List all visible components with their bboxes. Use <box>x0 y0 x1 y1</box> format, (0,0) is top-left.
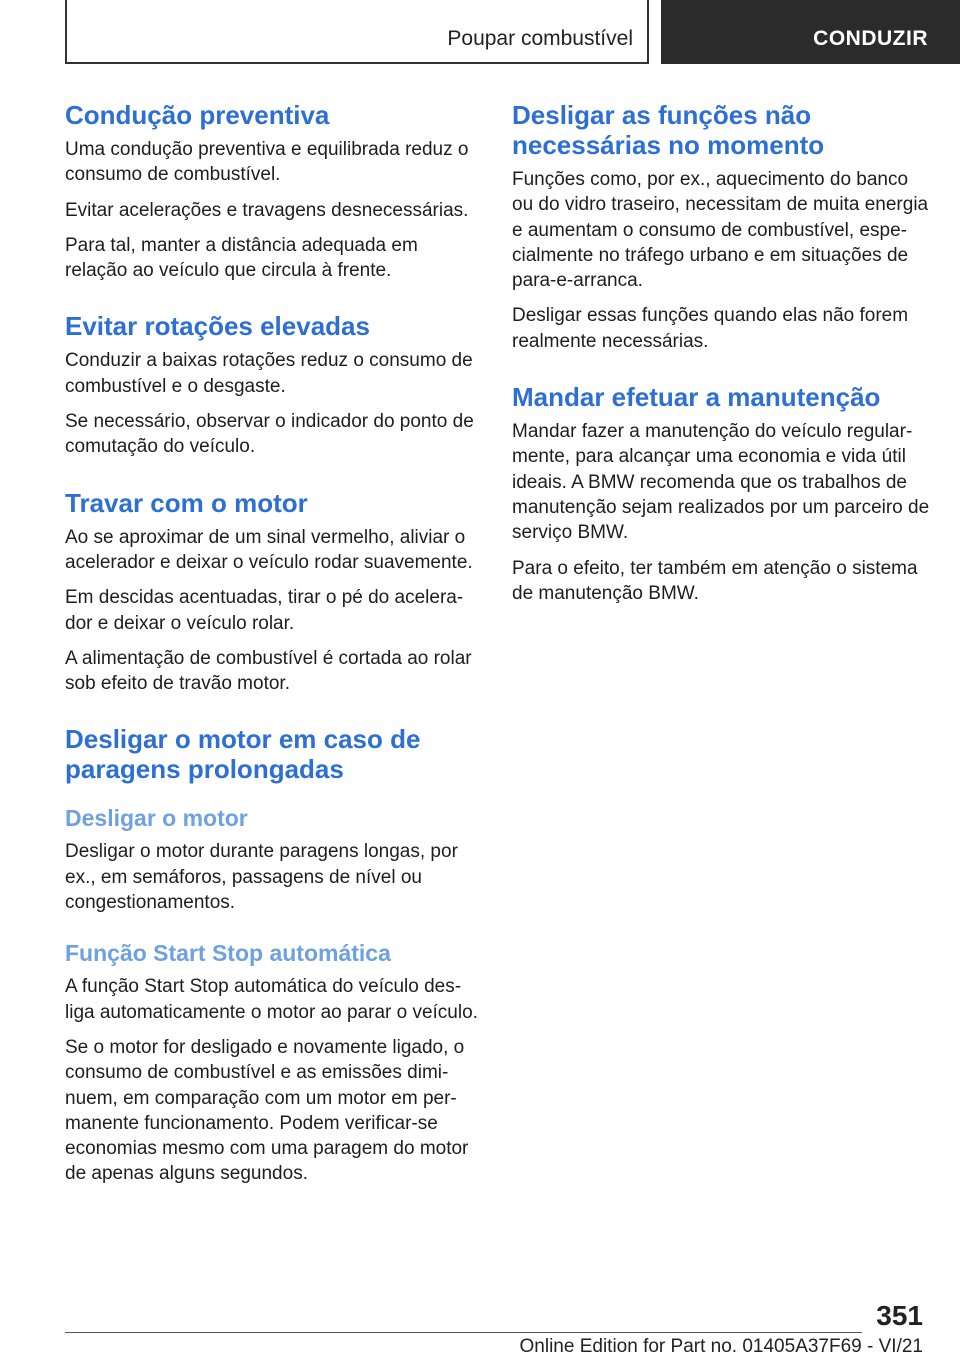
section-avoid-high-rpm <box>65 311 480 459</box>
chapter-title: CONDUZIR <box>813 27 928 50</box>
paragraph: Conduzir a baixas rotações reduz o consumo de combustível e o desgaste. <box>65 350 473 397</box>
paragraph: Para tal, manter a distância adequada em relação ao veículo que circula à frente. <box>65 234 418 282</box>
section-maintenance <box>512 382 932 606</box>
section-heading: Desligar as funções não necessárias no momento <box>512 100 825 160</box>
subsection-engine-off <box>65 804 480 915</box>
paragraph: A função Start Stop automática do veículo des-liga automaticamente o motor ao parar o veículo. <box>65 976 478 1023</box>
section-preventive-driving <box>65 100 480 283</box>
section-switch-off-functions <box>512 100 932 354</box>
paragraph: Desligar essas funções quando elas não forem realmente necessárias. <box>512 305 909 352</box>
paragraph: Para o efeito, ter também em atenção o sistema de manutenção BMW. <box>512 557 918 604</box>
edition-note: Online Edition for Part no. 01405A37F69 - VI/21 <box>519 1336 923 1357</box>
section-heading: Travar com o motor <box>65 487 308 518</box>
section-engine-braking <box>65 488 480 697</box>
page-number: 351 <box>876 1300 923 1331</box>
section-title: Poupar combustível <box>447 27 633 50</box>
subsection-heading: Função Start Stop automática <box>65 940 391 967</box>
paragraph: Uma condução preventiva e equilibrada reduz o consumo de combustível. <box>65 139 469 186</box>
subsection-heading: Desligar o motor <box>65 805 248 832</box>
chapter-tab <box>661 0 960 64</box>
right-column <box>512 100 932 634</box>
left-column <box>65 100 480 1215</box>
section-engine-off-long-stops <box>65 724 480 1186</box>
section-heading: Mandar efetuar a manutenção <box>512 382 881 413</box>
paragraph: Desligar o motor durante paragens longas, por ex., em semáforos, passagens de nível ou congestionamentos. <box>65 841 458 914</box>
paragraph: Funções como, por ex., aquecimento do banco ou do vidro traseiro, necessitam de muita energia e aumentam o consumo de combustível, espe-cialmente no tráfego urbano e em situações de para-e-arranca. <box>512 169 929 292</box>
paragraph: Se o motor for desligado e novamente ligado, o consumo de combustível e as emissões dimi-nuem, em comparação com um motor em per-manente funcionamento. Podem verificar-se economias mesmo com uma paragem do motor de apenas alguns segundos. <box>65 1036 469 1185</box>
paragraph: Mandar fazer a manutenção do veículo regular-mente, para alcançar uma economia e vida útil ideais. A BMW recomenda que os trabalhos de manutenção sejam realizados por um parceiro de serviço BMW. <box>512 421 930 544</box>
section-heading: Evitar rotações elevadas <box>65 311 370 342</box>
paragraph: Se necessário, observar o indicador do ponto de comutação do veículo. <box>65 411 474 458</box>
section-heading: Condução preventiva <box>65 100 330 130</box>
subsection-start-stop <box>65 939 480 1186</box>
paragraph: Em descidas acentuadas, tirar o pé do acelera-dor e deixar o veículo rolar. <box>65 587 464 634</box>
section-heading: Desligar o motor em caso de paragens prolongadas <box>65 724 421 785</box>
footer-divider <box>65 1332 862 1333</box>
paragraph: Evitar acelerações e travagens desnecessárias. <box>65 199 469 221</box>
paragraph: A alimentação de combustível é cortada ao rolar sob efeito de travão motor. <box>65 647 472 695</box>
header-section-box <box>65 0 649 64</box>
paragraph: Ao se aproximar de um sinal vermelho, aliviar o acelerador e deixar o veículo rodar suavemente. <box>65 526 473 573</box>
